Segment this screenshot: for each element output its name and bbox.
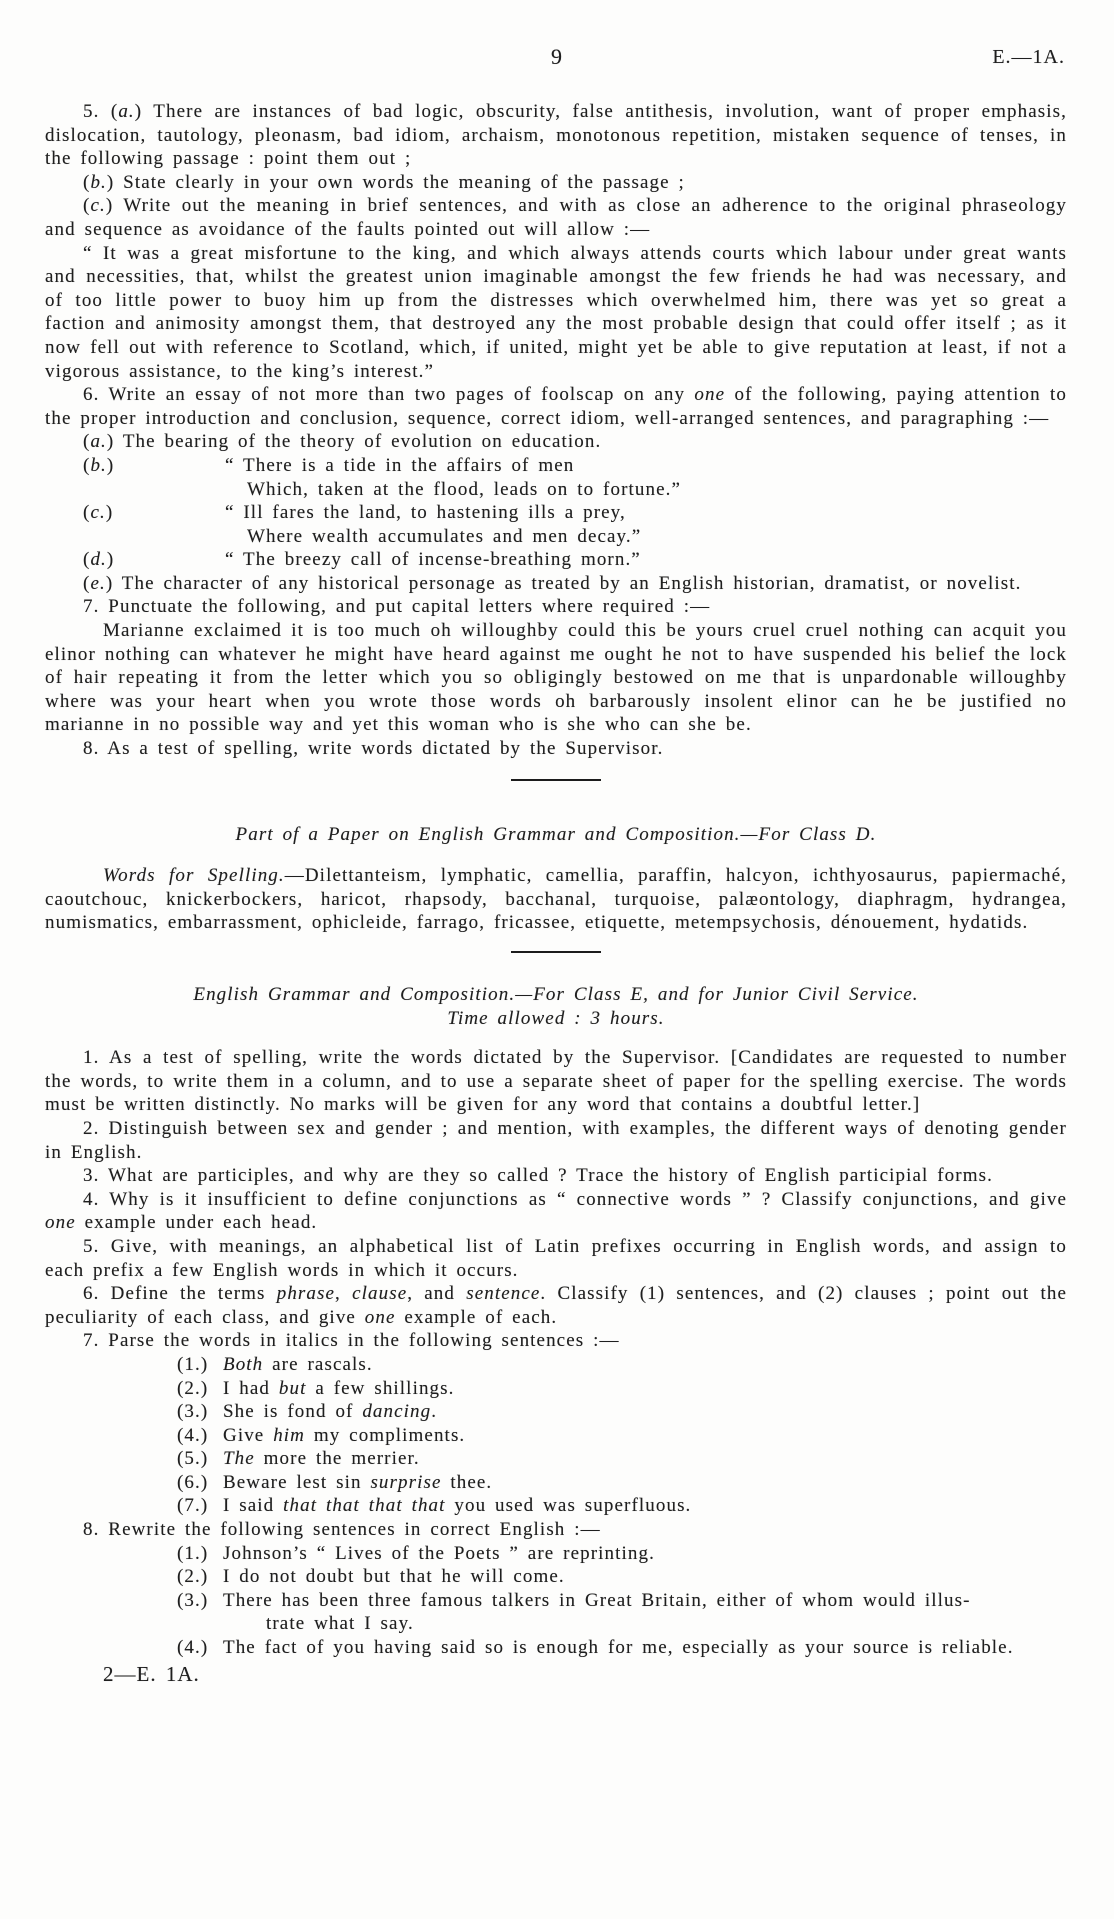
question-7: 7. Punctuate the following, and put capital letters where required :— xyxy=(83,596,711,618)
class-d-heading: Part of a Paper on English Grammar and Composition.—For Class D. xyxy=(235,823,877,845)
poem-line: “ There is a tide in the affairs of men xyxy=(225,454,575,476)
rewrite-item-label: (2.) xyxy=(177,1566,209,1588)
rewrite-item xyxy=(177,1542,1067,1566)
parse-item xyxy=(177,1353,1067,1377)
e-question-1: 1. As a test of spelling, write the words dictated by the Supervisor. [Candidates are requested to number the words, to write them in a column, and to use a separate sheet of paper for the spelling exercise. The words must be written distinctly. No marks will be given for any word that contains a doubtful letter.] xyxy=(45,1047,1067,1116)
question-8: 8. As a test of spelling, write words dictated by the Supervisor. xyxy=(83,738,664,760)
parse-item-label: (5.) xyxy=(177,1448,209,1470)
punctuation-passage: Marianne exclaimed it is too much oh willoughby could this be yours cruel cruel nothing can acquit you elinor nothing can whatever he might have heard against me ought he not to have suspended his belief the lock of hair repeating it from the letter which you so obligingly bestowed on me that is unpardonable willoughby where was your heart when you wrote those words oh barbarously insolent elinor can he be justified no marianne in no possible way and yet this woman who is she who can she be. xyxy=(45,620,1067,736)
option-label-c: (c.) xyxy=(83,502,114,524)
rewrite-item-continuation: trate what I say. xyxy=(266,1613,414,1635)
rewrite-item-label: (1.) xyxy=(177,1542,209,1564)
poem-line: “ The breezy call of incense-breathing morn.” xyxy=(225,549,641,571)
parse-item-text: I said that that that that you used was superfluous. xyxy=(223,1495,692,1517)
parse-item-text: Both are rascals. xyxy=(223,1353,373,1375)
parse-item-label: (4.) xyxy=(177,1424,209,1446)
essay-option-e: (e.) The character of any historical personage as treated by an English historian, dramatist, or novelist. xyxy=(83,572,1022,594)
parse-item-label: (2.) xyxy=(177,1377,209,1399)
doc-reference: E.—1A. xyxy=(992,46,1065,68)
rewrite-item-label: (3.) xyxy=(177,1589,209,1611)
rewrite-item xyxy=(177,1589,1067,1613)
printer-signature: 2—E. 1A. xyxy=(103,1661,200,1686)
option-label-d: (d.) xyxy=(83,549,115,571)
poem-line: Which, taken at the flood, leads on to fortune.” xyxy=(247,478,681,500)
poem-quote-b xyxy=(225,454,1067,501)
e-question-4: 4. Why is it insufficient to define conjunctions as “ connective words ” ? Classify conjunctions, and give one example under each head. xyxy=(45,1188,1067,1234)
rewrite-item-text: There has been three famous talkers in Great Britain, either of whom would illus- xyxy=(223,1589,971,1611)
essay-option-d xyxy=(45,548,1067,572)
e-question-2: 2. Distinguish between sex and gender ; and mention, with examples, the different ways of denoting gender in English. xyxy=(45,1117,1067,1163)
rewrite-item-text: Johnson’s “ Lives of the Poets ” are reprinting. xyxy=(223,1542,655,1564)
parse-item xyxy=(177,1377,1067,1401)
e-question-8: 8. Rewrite the following sentences in correct English :— xyxy=(83,1519,601,1541)
rewrite-item xyxy=(177,1565,1067,1589)
rewrite-item xyxy=(177,1636,1067,1660)
words-for-spelling: Words for Spelling.—Dilettanteism, lymphatic, camellia, paraffin, halcyon, ichthyosaurus, papiermaché, caoutchouc, knickerbockers, haricot, rhapsody, bacchanal, turquoise, palæontology, diaphragm, hydrangea, numismatics, embarrassment, ophicleide, farrago, fricassee, etiquette, metempsychosis, dénouement, hydatids. xyxy=(45,865,1068,934)
parse-item-text: Give him my compliments. xyxy=(223,1424,466,1446)
time-allowed: Time allowed : 3 hours. xyxy=(447,1007,665,1029)
parse-item-label: (1.) xyxy=(177,1353,209,1375)
parse-item xyxy=(177,1447,1067,1471)
parse-item-text: She is fond of dancing. xyxy=(223,1401,438,1423)
page-number: 9 xyxy=(551,44,563,69)
option-label-b: (b.) xyxy=(83,454,115,476)
rewrite-item-label: (4.) xyxy=(177,1637,209,1659)
parse-item xyxy=(177,1471,1067,1495)
rewrite-item-text: I do not doubt but that he will come. xyxy=(223,1566,565,1588)
parse-item-label: (3.) xyxy=(177,1401,209,1423)
page-content xyxy=(45,100,1067,1686)
parse-item-text: I had but a few shillings. xyxy=(223,1377,455,1399)
parse-item-text: Beware lest sin surprise thee. xyxy=(223,1471,493,1493)
quoted-passage: “ It was a great misfortune to the king, and which always attends courts which labour under great wants and necessities, that, whilst the greatest union imaginable amongst the few friends he had was necessary, and of too little power to buoy him up from the distresses which overwhelmed him, there was yet so great a faction and animosity amongst them, that destroyed any the most probable design that could offer itself ; as it now fell out with reference to Scotland, which, if united, might yet be able to give reputation at least, if not a vigorous assistance, to the king’s interest.” xyxy=(45,242,1067,382)
parse-item-label: (6.) xyxy=(177,1471,209,1493)
section-divider-rule xyxy=(511,951,601,953)
e-question-7: 7. Parse the words in italics in the following sentences :— xyxy=(83,1330,620,1352)
question-5a: 5. (a.) There are instances of bad logic, obscurity, false antithesis, involution, want of proper emphasis, dislocation, tautology, pleonasm, bad idiom, archaism, monotonous repetition, mistaken sequence of tenses, in the following passage : point them out ; xyxy=(45,101,1068,170)
rewrite-item-text: The fact of you having said so is enough for me, especially as your source is reliable. xyxy=(223,1637,1014,1659)
question-5b: (b.) State clearly in your own words the meaning of the passage ; xyxy=(83,171,685,193)
e-question-3: 3. What are participles, and why are they so called ? Trace the history of English participial forms. xyxy=(83,1165,993,1187)
essay-option-a: (a.) The bearing of the theory of evolution on education. xyxy=(83,431,602,453)
parse-item-text: The more the merrier. xyxy=(223,1448,420,1470)
section-divider-rule xyxy=(511,779,601,781)
essay-option-b xyxy=(45,454,1067,501)
class-e-heading: English Grammar and Composition.—For Class E, and for Junior Civil Service. xyxy=(193,984,919,1005)
parse-item xyxy=(177,1424,1067,1448)
poem-line: “ Ill fares the land, to hastening ills a prey, xyxy=(225,502,626,524)
question-5c: (c.) Write out the meaning in brief sentences, and with as close an adherence to the original phraseology and sequence as avoidance of the faults pointed out will allow :— xyxy=(45,195,1067,240)
parse-item xyxy=(177,1494,1067,1518)
question-6: 6. Write an essay of not more than two pages of foolscap on any one of the following, paying attention to the proper introduction and conclusion, sequence, correct idiom, well-arranged sentences, and paragraphing :— xyxy=(45,384,1067,429)
poem-quote-c xyxy=(225,501,1067,548)
poem-quote-d xyxy=(225,548,1067,572)
poem-line: Where wealth accumulates and men decay.” xyxy=(247,525,642,547)
e-question-5: 5. Give, with meanings, an alphabetical list of Latin prefixes occurring in English words, and assign to each prefix a few English words in which it occurs. xyxy=(45,1235,1067,1281)
parse-item xyxy=(177,1400,1067,1424)
parse-item-label: (7.) xyxy=(177,1495,209,1517)
essay-option-c xyxy=(45,501,1067,548)
e-question-6: 6. Define the terms phrase, clause, and sentence. Classify (1) sentences, and (2) clauses ; point out the peculiarity of each class, and give one example of each. xyxy=(45,1283,1067,1328)
